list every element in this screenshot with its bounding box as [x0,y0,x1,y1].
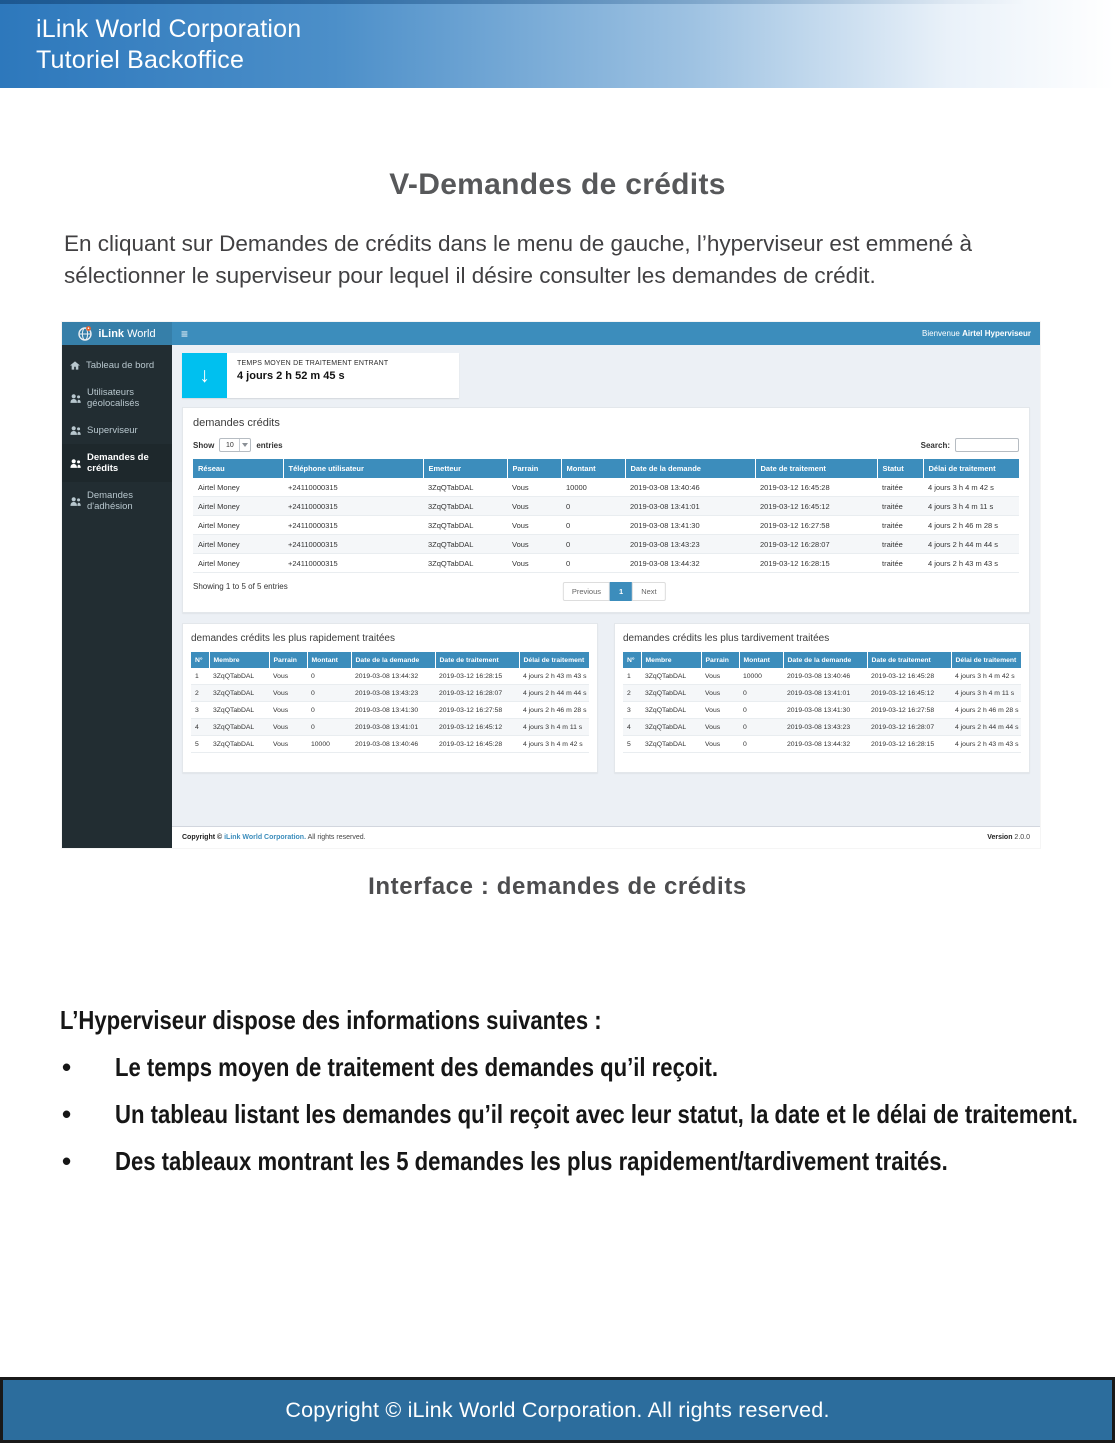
avg-processing-infobox [182,353,459,398]
table-cell: 2019-03-12 16:45:12 [755,497,877,516]
sidebar-item-label: Tableau de bord [86,360,155,371]
table-cell: Airtel Money [193,478,283,497]
users-icon [70,459,81,468]
info-bullet: • Des tableaux montrant les 5 demandes les plus rapidement/tardivement traités. [60,1146,1090,1176]
page-1-button[interactable]: 1 [610,582,632,601]
table-cell: +24110000315 [283,554,423,573]
table-cell: 2019-03-08 13:41:01 [351,719,435,736]
pagination [563,582,666,601]
arrow-down-icon: ↓ [182,353,227,398]
table-cell: traitée [877,516,923,535]
table-cell: 0 [561,535,625,554]
demandes-credits-panel [182,407,1030,613]
table-row [191,685,589,702]
table-cell: 10000 [739,668,783,685]
column-header: Parrain [269,652,307,668]
sidebar-item-superviseur[interactable] [62,417,172,444]
column-header: Délai de traitement [951,652,1021,668]
column-header: Date de traitement [867,652,951,668]
table-cell: 0 [739,719,783,736]
doc-header-line2: Tutoriel Backoffice [36,46,245,74]
column-header: Statut [877,459,923,478]
table-cell: 0 [561,497,625,516]
table-cell: 2019-03-08 13:43:23 [783,719,867,736]
table-row [623,719,1021,736]
table-cell: 10000 [307,736,351,753]
info-block [60,1005,1090,1193]
table-cell: 2019-03-12 16:28:07 [755,535,877,554]
table-cell: 2019-03-12 16:28:15 [755,554,877,573]
table-cell: 0 [561,516,625,535]
users-icon [70,497,81,506]
table-cell: 2019-03-12 16:27:58 [755,516,877,535]
infobox-value: 4 jours 2 h 52 m 45 s [237,370,345,382]
table-header-row [191,652,589,668]
sidebar-item-label: Superviseur [87,425,138,436]
table-cell: 4 jours 2 h 43 m 43 s [951,736,1021,753]
table-cell: 3ZqQTabDAL [209,736,269,753]
app-sidebar [62,345,172,848]
table-cell: 2019-03-08 13:44:32 [783,736,867,753]
table-cell: 2019-03-08 13:41:30 [351,702,435,719]
table-cell: Vous [701,736,739,753]
table-cell: 4 jours 2 h 46 m 28 s [923,516,1019,535]
table-cell: 5 [623,736,641,753]
table-cell: traitée [877,497,923,516]
info-heading: L’Hyperviseur dispose des informations suivantes : [60,1005,602,1035]
table-cell: 3ZqQTabDAL [641,702,701,719]
table-cell: 0 [307,668,351,685]
table-cell: 1 [191,668,209,685]
intro-paragraph: En cliquant sur Demandes de crédits dans le menu de gauche, l’hyperviseur est emmené à sélectionner le superviseur pour lequel il désire consulter les demandes de crédit. [64,231,972,288]
screenshot-caption: Interface : demandes de crédits [368,873,747,900]
table-cell: +24110000315 [283,497,423,516]
table-cell: 3ZqQTabDAL [423,516,507,535]
users-icon [70,394,81,403]
table-cell: 2019-03-12 16:28:07 [435,685,519,702]
table-cell: 4 jours 2 h 43 m 43 s [923,554,1019,573]
table-cell: 3ZqQTabDAL [641,736,701,753]
show-label: Show [193,440,215,450]
table-cell: 3ZqQTabDAL [209,702,269,719]
table-cell: 4 jours 2 h 44 m 44 s [951,719,1021,736]
doc-header [0,0,1115,88]
table-cell: 10000 [561,478,625,497]
doc-header-line1: iLink World Corporation [36,15,302,43]
table-row [193,497,1019,516]
table-cell: 4 jours 2 h 43 m 43 s [519,668,589,685]
chevron-down-icon [239,439,250,451]
table-cell: +24110000315 [283,516,423,535]
panel-title: demandes crédits les plus tardivement traitées [623,633,830,644]
table-cell: Vous [507,554,561,573]
table-cell: 4 [191,719,209,736]
doc-footer [0,1377,1115,1443]
column-header: Montant [307,652,351,668]
table-cell: Vous [701,719,739,736]
table-cell: 2019-03-12 16:28:07 [867,719,951,736]
table-cell: 2019-03-08 13:41:30 [625,516,755,535]
table-cell: 3ZqQTabDAL [641,685,701,702]
table-cell: 3ZqQTabDAL [423,497,507,516]
table-cell: 1 [623,668,641,685]
search-input[interactable] [955,438,1019,452]
table-cell: Vous [269,668,307,685]
backoffice-screenshot [62,322,1040,848]
table-cell: 0 [561,554,625,573]
table-cell: Vous [269,736,307,753]
sidebar-item-demandes-d-adhesion[interactable] [62,482,172,520]
sidebar-toggle-icon[interactable]: ≡ [181,326,189,341]
table-cell: 2019-03-12 16:45:12 [867,685,951,702]
table-cell: 2019-03-08 13:43:23 [351,685,435,702]
app-footer: Copyright © iLink World Corporation. All rights reserved. Version 2.0.0 [172,826,1040,848]
table-row [193,478,1019,497]
column-header: Membre [641,652,701,668]
column-header: Téléphone utilisateur [283,459,423,478]
fastest-processed-table [191,652,589,753]
table-cell: 3 [191,702,209,719]
latest-processed-table [623,652,1021,753]
app-body [62,345,1040,848]
table-cell: 5 [191,736,209,753]
table-cell: 3ZqQTabDAL [423,554,507,573]
table-cell: Vous [269,719,307,736]
next-page-button[interactable]: Next [632,582,665,601]
table-cell: 2019-03-12 16:28:15 [867,736,951,753]
app-logo[interactable] [62,322,172,345]
table-cell: 4 jours 2 h 46 m 28 s [519,702,589,719]
column-header: Date de traitement [435,652,519,668]
table-cell: 2019-03-12 16:28:15 [435,668,519,685]
table-cell: 3ZqQTabDAL [423,535,507,554]
page-title: V-Demandes de crédits [389,168,726,201]
column-header: N° [191,652,209,668]
table-cell: 3ZqQTabDAL [209,685,269,702]
table-cell: 2019-03-12 16:27:58 [435,702,519,719]
sidebar-item-tableau-de-bord[interactable] [62,352,172,379]
table-row [623,685,1021,702]
table-cell: 2 [191,685,209,702]
column-header: Date de la demande [783,652,867,668]
info-bullet: • Un tableau listant les demandes qu’il reçoit avec leur statut, la date et le délai de traitement. [60,1099,1090,1129]
table-cell: 4 jours 2 h 46 m 28 s [951,702,1021,719]
globe-icon [78,326,93,341]
table-cell: Airtel Money [193,497,283,516]
table-cell: 2019-03-08 13:44:32 [625,554,755,573]
table-row [191,736,589,753]
welcome-text: Bienvenue Airtel Hyperviseur [922,329,1031,338]
previous-page-button[interactable]: Previous [563,582,610,601]
table-cell: traitée [877,535,923,554]
column-header: Date de la demande [625,459,755,478]
table-cell: 3ZqQTabDAL [641,668,701,685]
app-topbar [172,322,1040,345]
table-cell: 0 [739,685,783,702]
search-label: Search: [920,440,950,450]
column-header: Délai de traitement [923,459,1019,478]
table-cell: 2019-03-08 13:40:46 [351,736,435,753]
showing-entries-text: Showing 1 to 5 of 5 entries [193,582,288,591]
table-cell: 2019-03-12 16:45:12 [435,719,519,736]
table-cell: 4 jours 3 h 4 m 42 s [923,478,1019,497]
table-cell: 4 jours 3 h 4 m 42 s [951,668,1021,685]
table-cell: 2019-03-08 13:40:46 [625,478,755,497]
infobox-label: TEMPS MOYEN DE TRAITEMENT ENTRANT [237,360,389,367]
table-cell: Vous [269,685,307,702]
brand-name: iLink World [98,327,156,340]
corporation-link[interactable]: iLink World Corporation. [224,834,307,841]
table-cell: 2019-03-08 13:41:01 [625,497,755,516]
sidebar-item-label: Demandes de crédits [87,452,149,474]
table-row [623,702,1021,719]
sidebar-item-demandes-de-credits[interactable] [62,444,172,482]
table-header-row [193,459,1019,478]
table-cell: 4 jours 3 h 4 m 42 s [519,736,589,753]
table-cell: Airtel Money [193,554,283,573]
table-cell: 3ZqQTabDAL [423,478,507,497]
table-cell: 0 [307,685,351,702]
column-header: N° [623,652,641,668]
table-header-row [623,652,1021,668]
table-cell: 0 [307,719,351,736]
table-cell: Vous [701,685,739,702]
latest-processed-panel [614,623,1030,773]
table-cell: Airtel Money [193,535,283,554]
column-header: Parrain [507,459,561,478]
table-row [191,668,589,685]
app-footer-copyright: Copyright © [182,834,225,841]
panel-title: demandes crédits [193,417,280,429]
doc-footer-text: Copyright © iLink World Corporation. All rights reserved. [285,1397,830,1422]
table-row [193,554,1019,573]
table-row [191,702,589,719]
fastest-processed-panel [182,623,598,773]
table-row [193,516,1019,535]
table-cell: Vous [507,516,561,535]
table-row [193,535,1019,554]
table-cell: 2019-03-12 16:45:28 [435,736,519,753]
table-cell: 2019-03-12 16:45:28 [755,478,877,497]
table-cell: 2019-03-08 13:41:30 [783,702,867,719]
table-row [623,736,1021,753]
table-cell: Vous [269,702,307,719]
table-cell: Vous [507,478,561,497]
table-cell: 2019-03-12 16:27:58 [867,702,951,719]
table-cell: 0 [307,702,351,719]
table-cell: 3ZqQTabDAL [641,719,701,736]
table-cell: 2019-03-12 16:45:28 [867,668,951,685]
table-cell: traitée [877,478,923,497]
column-header: Montant [561,459,625,478]
table-cell: 2019-03-08 13:43:23 [625,535,755,554]
table-cell: 2 [623,685,641,702]
app-content [172,345,1040,826]
table-cell: Vous [507,497,561,516]
table-cell: 3 [623,702,641,719]
app-main [172,345,1040,848]
sidebar-item-label: Utilisateurs géolocalisés [87,387,140,409]
sidebar-item-label: Demandes d'adhésion [87,490,133,512]
table-cell: 0 [739,736,783,753]
table-cell: 4 jours 2 h 44 m 44 s [923,535,1019,554]
table-row [623,668,1021,685]
table-cell: Vous [507,535,561,554]
column-header: Membre [209,652,269,668]
column-header: Réseau [193,459,283,478]
table-row [191,719,589,736]
column-header: Délai de traitement [519,652,589,668]
column-header: Parrain [701,652,739,668]
column-header: Date de la demande [351,652,435,668]
demandes-credits-table [193,459,1019,573]
users-icon [70,426,81,435]
table-cell: 0 [739,702,783,719]
app-navbar [62,322,1040,345]
dashboard-icon [70,361,80,370]
table-cell: +24110000315 [283,478,423,497]
table-cell: 2019-03-08 13:44:32 [351,668,435,685]
table-cell: 2019-03-08 13:40:46 [783,668,867,685]
table-cell: Vous [701,702,739,719]
app-version: Version 2.0.0 [987,834,1030,841]
table-cell: 2019-03-08 13:41:01 [783,685,867,702]
table-cell: Airtel Money [193,516,283,535]
table-cell: +24110000315 [283,535,423,554]
panel-title: demandes crédits les plus rapidement traitées [191,633,395,644]
table-cell: 4 jours 2 h 44 m 44 s [519,685,589,702]
table-cell: 4 [623,719,641,736]
column-header: Emetteur [423,459,507,478]
info-bullet: • Le temps moyen de traitement des demandes qu’il reçoit. [60,1052,1090,1082]
sidebar-item-utilisateurs-geolocalises[interactable] [62,379,172,417]
table-cell: 4 jours 3 h 4 m 11 s [951,685,1021,702]
table-cell: 4 jours 3 h 4 m 11 s [519,719,589,736]
table-cell: traitée [877,554,923,573]
entries-label: entries [256,440,283,450]
table-cell: Vous [701,668,739,685]
column-header: Date de traitement [755,459,877,478]
show-entries-select[interactable]: 10 [219,438,251,452]
column-header: Montant [739,652,783,668]
table-cell: 3ZqQTabDAL [209,668,269,685]
table-cell: 4 jours 3 h 4 m 11 s [923,497,1019,516]
table-cell: 3ZqQTabDAL [209,719,269,736]
